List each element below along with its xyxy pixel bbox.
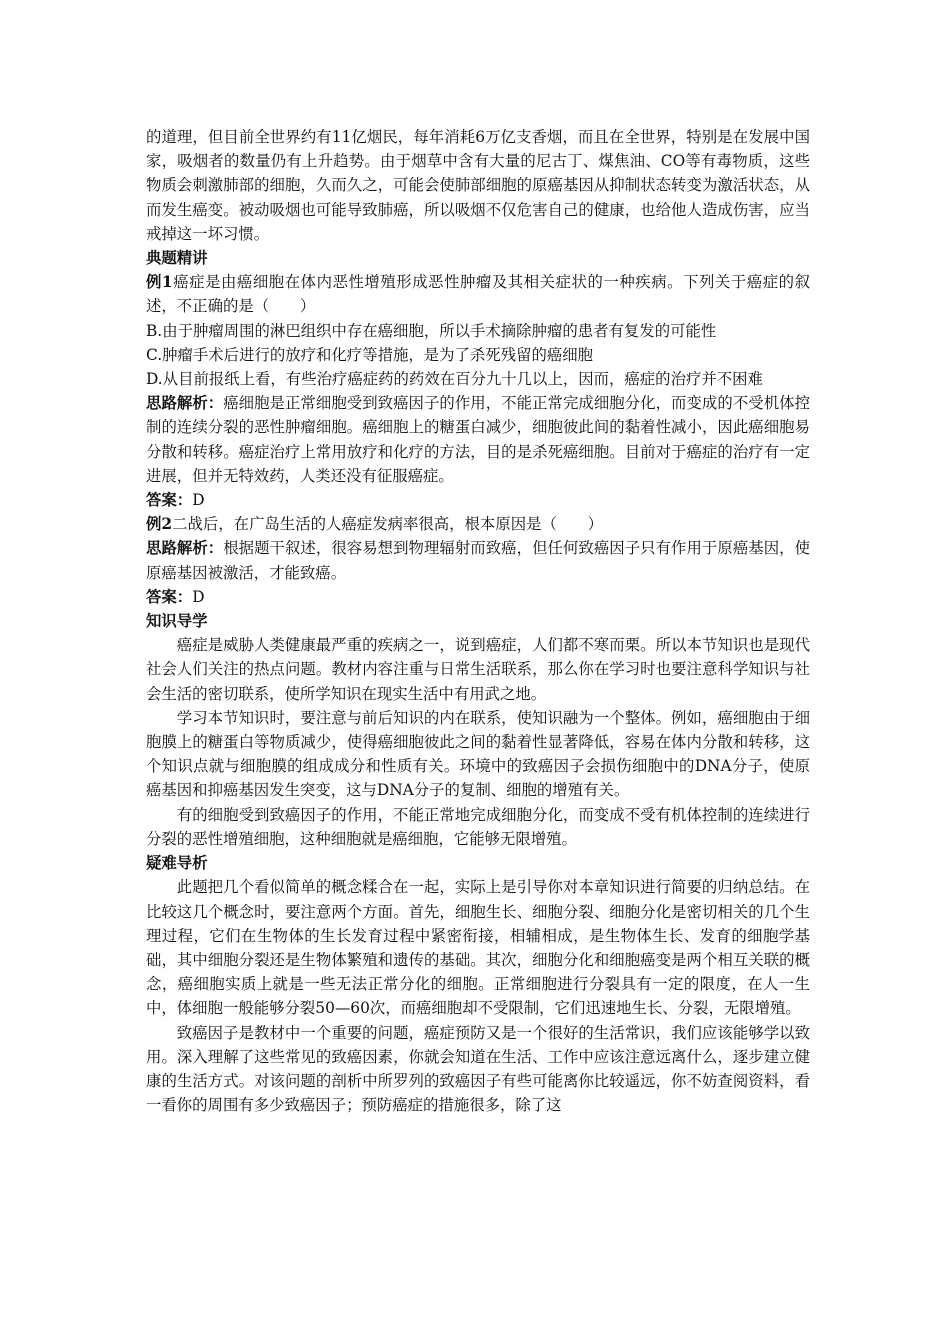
guide-paragraph: 学习本节知识时，要注意与前后知识的内在联系，使知识融为一个整体。例如，癌细胞由于细胞膜上的糖蛋白等物质减少，使得癌细胞彼此之间的黏着性显著降低，容易在体内分散和转移，这个知识点就与细胞膜的组成成分和性质有关。环境中的致癌因子会损伤细胞中的DNA分子，使原癌基因和抑癌基因发生突变，这与DNA分子的复制、细胞的增殖有关。 (146, 708, 810, 800)
example1-option-d: D.从目前报纸上看，有些治疗癌症药的药效在百分九十几以上，因而，癌症的治疗并不困难 (146, 370, 763, 389)
guide-paragraph: 癌症是威胁人类健康最严重的疾病之一，说到癌症，人们都不寒而栗。所以本节知识也是现代社会人们关注的热点问题。教材内容注重与日常生活联系，那么你在学习时也要注意科学知识与社会生活的密切联系，使所学知识在现实生活中有用武之地。 (146, 636, 810, 703)
difficulty-paragraph: 此题把几个看似简单的概念糅合在一起，实际上是引导你对本章知识进行简要的归纳总结。在比较这几个概念时，要注意两个方面。首先，细胞生长、细胞分裂、细胞分化是密切相关的几个生理过程，它们在生物体的生长发育过程中紧密衔接，相辅相成，是生物体生长、发育的细胞学基础，其中细胞分裂还是生物体繁殖和遗传的基础。其次，细胞分化和细胞癌变是两个相互关联的概念，癌细胞实质上就是一些无法正常分化的细胞。正常细胞进行分裂具有一定的限度，在人一生中，体细胞一般能够分裂50—60次，而癌细胞却不受限制，它们迅速地生长、分裂，无限增殖。 (146, 878, 810, 1018)
example1-answer-value: D (192, 491, 205, 510)
example1-analysis-text: 癌细胞是正常细胞受到致癌因子的作用，不能正常完成细胞分化，而变成的不受机体控制的连续分裂的恶性肿瘤细胞。癌细胞上的糖蛋白减少，细胞彼此间的黏着性减小，因此癌细胞易分散和转移。癌症治疗上常用放疗和化疗的方法，目的是杀死癌细胞。目前对于癌症的治疗有一定进展，但并无特效药，人类还没有征服癌症。 (146, 394, 810, 485)
example2-answer (146, 585, 810, 609)
example1-answer (146, 488, 810, 512)
example1-answer-label: 答案： (146, 491, 193, 510)
example2-analysis (146, 536, 810, 584)
example2-answer-value: D (192, 587, 205, 606)
example2-question-text: 二战后，在广岛生活的人癌症发病率很高，根本原因是（ ） (172, 515, 604, 534)
example1-analysis-label: 思路解析： (146, 394, 224, 413)
guide-paragraph: 有的细胞受到致癌因子的作用，不能正常地完成细胞分化，而变成不受有机体控制的连续进行分裂的恶性增殖细胞，这种细胞就是癌细胞，它能够无限增殖。 (146, 805, 810, 848)
example2-question (146, 512, 810, 536)
document-page (146, 125, 810, 1117)
example2-label: 例2 (146, 515, 173, 534)
example1-option-c: C.肿瘤手术后进行的放疗和化疗等措施，是为了杀死残留的癌细胞 (146, 345, 594, 364)
intro-paragraph: 的道理，但目前全世界约有11亿烟民，每年消耗6万亿支香烟，而且在全世界，特别是在发展中国家，吸烟者的数量仍有上升趋势。由于烟草中含有大量的尼古丁、煤焦油、CO等有毒物质，这些物质会刺激肺部的细胞，久而久之，可能会使肺部细胞的原癌基因从抑制状态转变为激活状态，从而发生癌变。被动吸烟也可能导致肺癌，所以吸烟不仅危害自己的健康，也给他人造成伤害，应当戒掉这一坏习惯。 (146, 128, 810, 243)
example1-label: 例1 (146, 273, 173, 292)
example2-answer-label: 答案： (146, 587, 193, 606)
section-heading-guide: 知识导学 (146, 612, 208, 631)
difficulty-paragraph: 致癌因子是教材中一个重要的问题，癌症预防又是一个很好的生活常识，我们应该能够学以致用。深入理解了这些常见的致癌因素，你就会知道在生活、工作中应该注意远离什么，逐步建立健康的生活方式。对该问题的剖析中所罗列的致癌因子有些可能离你比较遥远，你不妨查阅资料，看一看你的周围有多少致癌因子；预防癌症的措施很多，除了这 (146, 1023, 810, 1115)
example2-analysis-label: 思路解析： (146, 539, 224, 558)
example1-question-text: 癌症是由癌细胞在体内恶性增殖形成恶性肿瘤及其相关症状的一种疾病。下列关于癌症的叙述，不正确的是（ ） (146, 273, 810, 316)
example1-question (146, 270, 810, 318)
example2-analysis-text: 根据题干叙述，很容易想到物理辐射而致癌，但任何致癌因子只有作用于原癌基因，使原癌基因被激活，才能致癌。 (146, 539, 810, 582)
example1-analysis (146, 391, 810, 488)
example1-option-b: B.由于肿瘤周围的淋巴组织中存在癌细胞，所以手术摘除肿瘤的患者有复发的可能性 (146, 321, 717, 340)
section-heading-examples: 典题精讲 (146, 249, 208, 268)
section-heading-difficulty: 疑难导析 (146, 854, 208, 873)
